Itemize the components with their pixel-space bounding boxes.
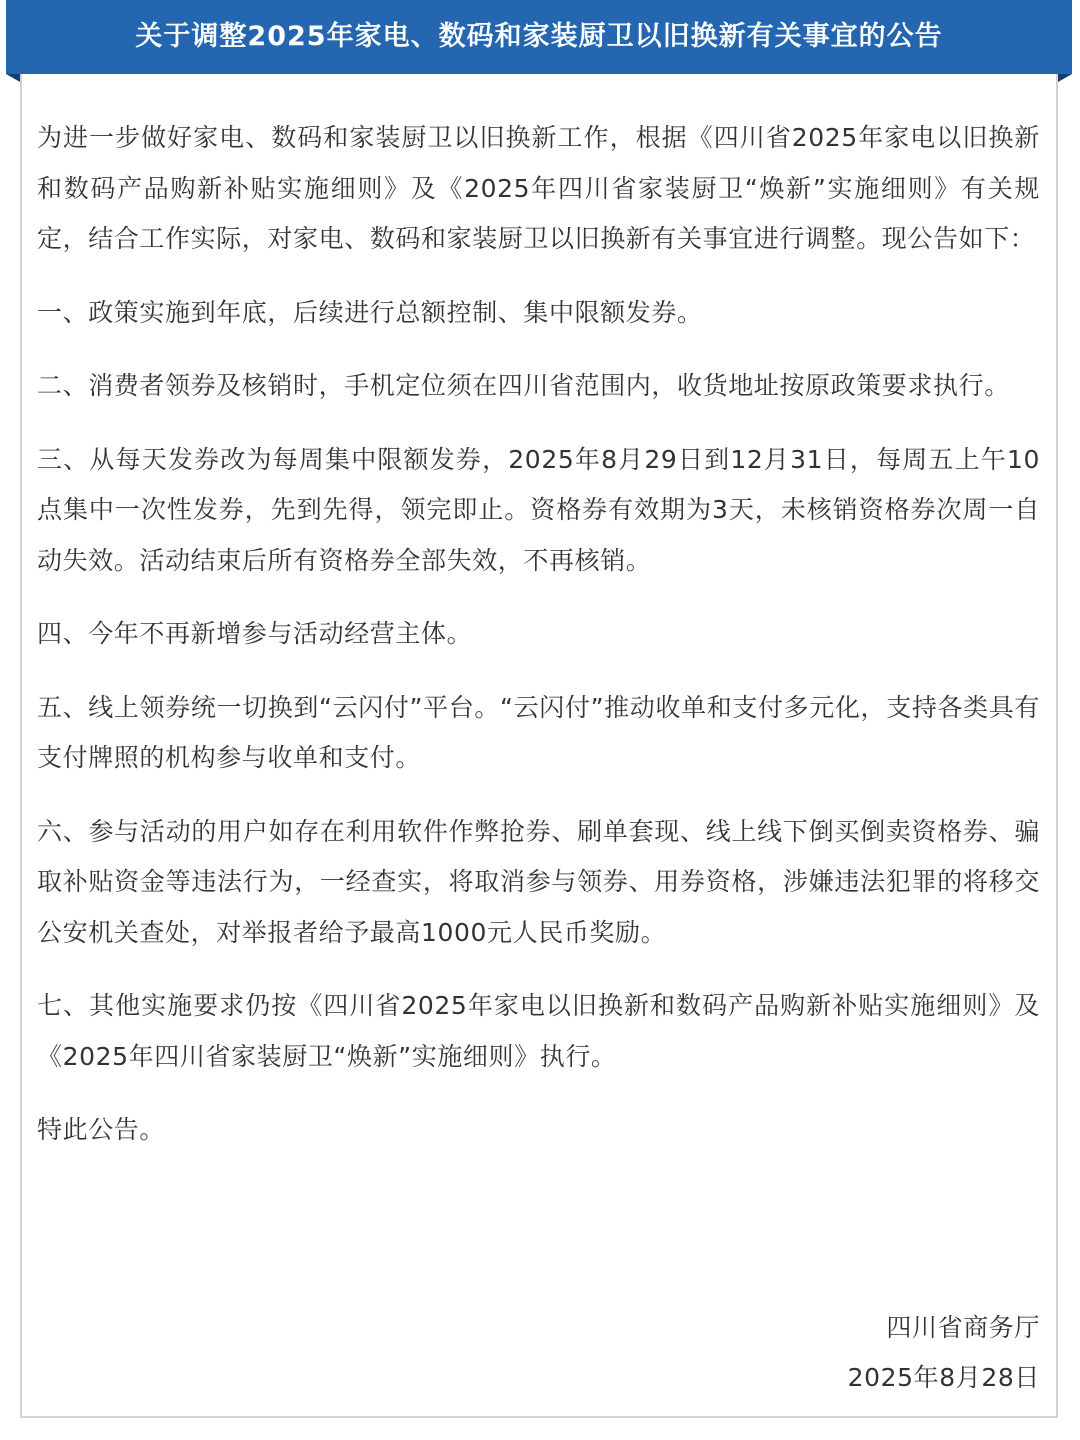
header-fold-left: [6, 74, 20, 82]
item-1: 一、政策实施到年底，后续进行总额控制、集中限额发券。: [37, 297, 703, 327]
notice-body: [37, 113, 1040, 1179]
item-2: 二、消费者领券及核销时，手机定位须在四川省范围内，收货地址按原政策要求执行。: [37, 371, 1010, 400]
item-6: 六、参与活动的用户如存在利用软件作弊抢券、刷单套现、线上线下倒买倒卖资格券、骗取补贴资金等违法行为，一经查实，将取消参与领券、用券资格，涉嫌违法犯罪的将移交公安机关查处，对举报者给予最高1000元人民币奖励。: [37, 816, 1040, 947]
item-4: 四、今年不再新增参与活动经营主体。: [37, 619, 473, 648]
item-3: 三、从每天发券改为每周集中限额发券，2025年8月29日到12月31日，每周五上午10点集中一次性发券，先到先得，领完即止。资格券有效期为3天，未核销资格券次周一自动失效。活动结束后所有资格券全部失效，不再核销。: [37, 444, 1040, 575]
signature-date: 2025年8月28日: [847, 1363, 1040, 1392]
signature-org: 四川省商务厅: [886, 1313, 1040, 1342]
signature-block: [848, 1303, 1040, 1403]
notice-title: 关于调整2025年家电、数码和家装厨卫以旧换新有关事宜的公告: [135, 21, 943, 52]
intro-paragraph: 为进一步做好家电、数码和家装厨卫以旧换新工作，根据《四川省2025年家电以旧换新和数码产品购新补贴实施细则》及《2025年四川省家装厨卫“焕新”实施细则》有关规定，结合工作实际，对家电、数码和家装厨卫以旧换新有关事宜进行调整。现公告如下：: [37, 123, 1040, 253]
item-5: 五、线上领券统一切换到“云闪付”平台。“云闪付”推动收单和支付多元化，支持各类具有支付牌照的机构参与收单和支付。: [37, 692, 1040, 772]
header-banner: [6, 0, 1072, 74]
item-7: 七、其他实施要求仍按《四川省2025年家电以旧换新和数码产品购新补贴实施细则》及《2025年四川省家装厨卫“焕新”实施细则》执行。: [37, 991, 1040, 1071]
closing-paragraph: 特此公告。: [37, 1115, 166, 1144]
header-fold-right: [1058, 74, 1072, 82]
